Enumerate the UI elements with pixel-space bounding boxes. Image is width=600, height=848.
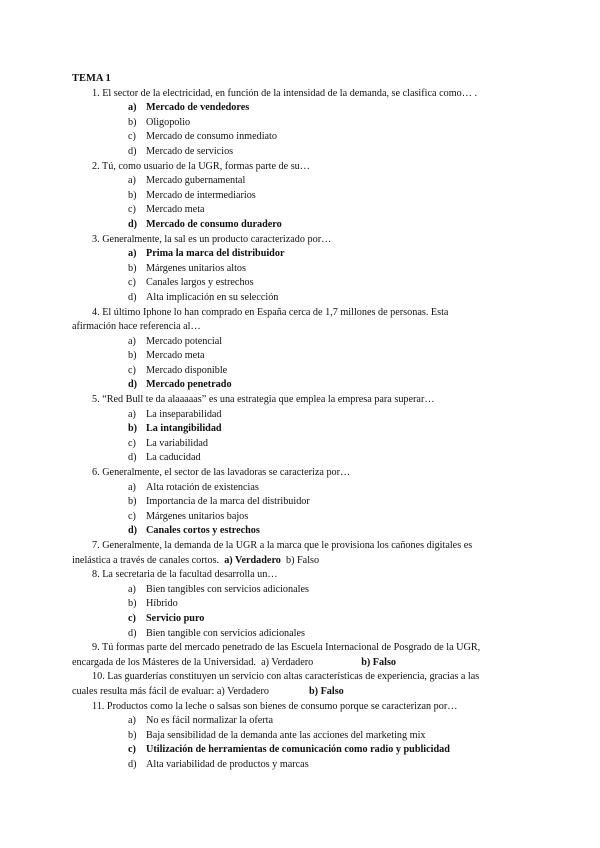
page-title: TEMA 1 [72, 73, 111, 84]
answer-7b: b) Falso [285, 554, 320, 566]
question-7-line-1: 7. Generalmente, la demanda de la UGR a la marca que le provisiona los cañones digitales es [92, 540, 473, 551]
option-5d: d) La caducidad [128, 452, 201, 464]
option-5c: c) La variabilidad [128, 437, 208, 449]
option-2d: d) Mercado de consumo duradero [128, 218, 282, 230]
option-11b: b) Baja sensibilidad de la demanda ante las acciones del marketing mix [128, 729, 426, 741]
option-3a: a) Prima la marca del distribuidor [128, 248, 285, 260]
option-11c: c) Utilización de herramientas de comunicación como radio y publicidad [128, 744, 450, 756]
option-11d: d) Alta variabilidad de productos y marcas [128, 758, 309, 770]
answer-10a: a) Verdadero [216, 685, 269, 697]
option-6a: a) Alta rotación de existencias [128, 481, 259, 493]
option-5a: a) La inseparabilidad [128, 408, 222, 420]
question-3: 3. Generalmente, la sal es un producto caracterizado por… [92, 233, 332, 245]
question-1: 1. El sector de la electricidad, en función de la intensidad de la demanda, se clasifica como… . [92, 87, 477, 99]
question-11: 11. Productos como la leche o salsas son bienes de consumo porque se caracterizan por… [92, 700, 458, 712]
option-4a: a) Mercado potencial [128, 335, 223, 347]
answer-7a: a) Verdadero [224, 554, 281, 566]
option-4c: c) Mercado disponible [128, 364, 228, 376]
option-6b: b) Importancia de la marca del distribuidor [128, 496, 310, 508]
question-4-line-1: 4. El último Iphone lo han comprado en España cerca de 1,7 millones de personas. Esta [92, 306, 449, 318]
question-7-line-2: inelástica a través de canales cortos. a) Verdadero b) Falso [72, 554, 320, 566]
option-8d: d) Bien tangible con servicios adicionales [128, 627, 305, 639]
question-10-line-2: cuales resulta más fácil de evaluar: a) Verdadero b) Falso [72, 685, 344, 697]
question-4-line-2: afirmación hace referencia al… [72, 321, 201, 333]
option-1b: b) Oligopolio [128, 116, 191, 128]
answer-9a: a) Verdadero [261, 656, 314, 668]
option-8b: b) Híbrido [128, 598, 178, 610]
option-3d: d) Alta implicación en su selección [128, 291, 279, 303]
exam-content [72, 72, 524, 773]
question-9-line-1: 9. Tú formas parte del mercado penetrado de las Escuela Internacional de Posgrado de la UGR, [92, 642, 481, 654]
answer-9b: b) Falso [361, 656, 397, 668]
option-1a: a) Mercado de vendedores [128, 102, 250, 114]
option-1d: d) Mercado de servicios [128, 145, 234, 157]
question-9-line-2: encargada de los Másteres de la Universidad. a) Verdadero b) Falso [72, 656, 397, 668]
option-6c: c) Márgenes unitarios bajos [128, 510, 249, 522]
question-6: 6. Generalmente, el sector de las lavadoras se caracteriza por… [92, 467, 351, 479]
question-10-line-1: 10. Las guarderías constituyen un servicio con altas características de experiencia, gracias a las [92, 671, 480, 683]
option-3b: b) Márgenes unitarios altos [128, 262, 246, 274]
option-8c: c) Servicio puro [128, 612, 205, 624]
option-5b: b) La intangibilidad [128, 423, 222, 435]
option-2b: b) Mercado de intermediarios [128, 189, 256, 201]
option-11a: a) No es fácil normalizar la oferta [128, 715, 273, 727]
option-1c: c) Mercado de consumo inmediato [128, 131, 277, 143]
question-2: 2. Tú, como usuario de la UGR, formas parte de su… [92, 160, 310, 172]
option-8a: a) Bien tangibles con servicios adicionales [128, 583, 309, 595]
option-4b: b) Mercado meta [128, 350, 205, 362]
option-6d: d) Canales cortos y estrechos [128, 525, 260, 537]
option-2c: c) Mercado meta [128, 204, 205, 216]
question-8: 8. La secretaria de la facultad desarrolla un… [92, 569, 278, 581]
answer-10b: b) Falso [308, 685, 344, 697]
option-2a: a) Mercado gubernamental [128, 175, 246, 187]
option-4d: d) Mercado penetrado [128, 379, 232, 391]
question-5: 5. “Red Bull te da alaaaaas” es una estrategia que emplea la empresa para superar… [92, 394, 435, 406]
option-3c: c) Canales largos y estrechos [128, 277, 254, 289]
